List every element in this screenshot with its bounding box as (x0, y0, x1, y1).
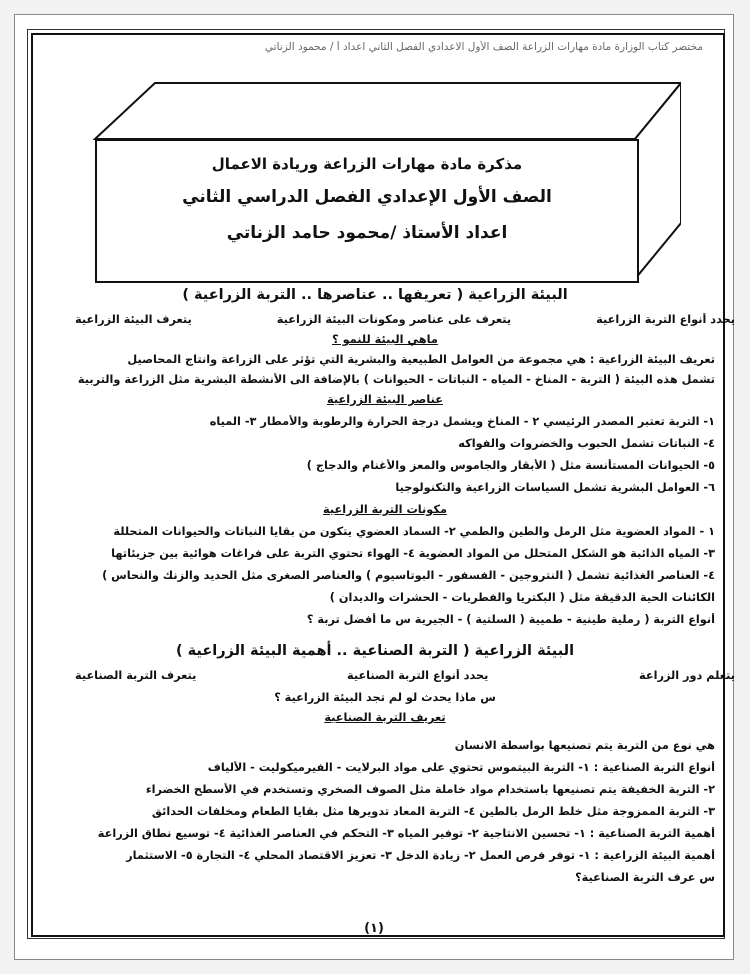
objective: يتعرف التربة الصناعية (75, 669, 197, 682)
elements-line: ٥- الحيوانات المستأنسة مثل ( الأبقار والجاموس والمعز والأغنام والدجاج ) (306, 459, 715, 472)
objective: يحدد أنواع التربة الصناعية (346, 669, 489, 682)
components-heading: مكونات التربة الزراعية (323, 503, 447, 516)
definition-line: تعريف البيئة الزراعية : هي مجموعة من العوامل الطبيعية والبشرية التي تؤثر على الزراعة وانتاج المحاصيل (127, 353, 715, 366)
elements-line: ٦- العوامل البشرية تشمل السياسات الزراعية والتكنولوجيا (395, 481, 715, 494)
section1-question: ماهي البيئة للنمو ؟ (332, 333, 438, 346)
title-box-front (95, 139, 639, 283)
components-line: الكائنات الحية الدقيقة مثل ( البكتريا والفطريات - الحشرات والديدان ) (329, 591, 715, 604)
artificial-soil-line: أنواع التربة الصناعية : ١- التربة البيتموس تحتوي على مواد البرلايت - الفيرميكوليت - الألياف (207, 761, 715, 774)
importance-line: أهمية البيئة الزراعية : ١- توفر فرص العمل ٢- زيادة الدخل ٣- تعزيز الاقتصاد المحلي ٤- التجارة ٥- الاستثمار (126, 849, 715, 862)
section2-final-question: س عرف التربة الصناعية؟ (575, 871, 715, 884)
section2-question: س ماذا يحدث لو لم تجد البيئة الزراعية ؟ (274, 691, 496, 704)
title-line-3: اعداد الأستاذ /محمود حامد الزناتي (226, 223, 508, 243)
title-line-2: الصف الأول الإعدادي الفصل الدراسي الثاني (182, 187, 552, 207)
section1-objectives (55, 313, 750, 326)
section2-title: البيئة الزراعية ( التربة الصناعية .. أهمية البيئة الزراعية ) (175, 643, 575, 659)
document-page (14, 14, 734, 960)
artificial-soil-line: ٣- التربة الممزوجة مثل خلط الرمل بالطين ٤- التربة المعاد تدويرها مثل بقايا الطعام ومخلفات الحدائق (151, 805, 715, 818)
importance-line: أهمية التربة الصناعية : ١- تحسين الانتاجية ٢- توفير المياه ٣- التحكم في العناصر الغذائية ٤- توسيع نطاق الزراعة (97, 827, 715, 840)
artificial-soil-line: ٢- التربة الخفيفة يتم تصنيعها باستخدام مواد خاملة مثل الصوف الصخري وتستخدم في الأسطح الخضراء (145, 783, 715, 796)
elements-heading: عناصر البيئة الزراعية (327, 393, 443, 406)
components-line: ١ - المواد العضوية مثل الرمل والطين والطمي ٢- السماد العضوي يتكون من بقايا النباتات والحيوانات المتحللة (113, 525, 715, 538)
title-box (81, 73, 681, 285)
objective: يحدد أنواع التربة الزراعية (596, 313, 735, 326)
section1-title: البيئة الزراعية ( تعريفها .. عناصرها .. التربة الزراعية ) (182, 287, 568, 303)
definition-line-2: تشمل هذه البيئة ( التربة - المناخ - المياه - النباتات - الحيوانات ) بالإضافة الى الأنشطة البشرية مثل الزراعة والتربية (77, 373, 715, 386)
objective: يتعرف البيئة الزراعية (75, 313, 192, 326)
header-line: مختصر كتاب الوزارة مادة مهارات الزراعة الصف الأول الاعدادي الفصل الثاني اعداد أ / محمود الزناتي (264, 41, 703, 53)
soil-types-line: أنواع التربة ( رملية طينية - طميية ( السلتية ) - الجيرية س ما أفضل تربة ؟ (306, 613, 715, 626)
page-number: (١) (364, 921, 384, 936)
title-line-1: مذكرة مادة مهارات الزراعة وريادة الاعمال (211, 155, 523, 173)
objective: يتعرف على عناصر ومكونات البيئة الزراعية (276, 313, 512, 326)
section2-objectives (55, 669, 750, 682)
artificial-soil-heading: تعريف التربة الصناعية (324, 711, 446, 724)
artificial-soil-line: هي نوع من التربة يتم تصنيعها بواسطة الانسان (454, 739, 715, 752)
components-line: ٣- المياه الذائبة هو الشكل المتحلل من المواد العضوية ٤- الهواء تحتوي التربة على فراغات هوائية بين جزيئاتها (111, 547, 715, 560)
elements-line: ١- التربة تعتبر المصدر الرئيسي ٢ - المناخ ويشمل درجة الحرارة والرطوبة والأمطار ٣- المياه (209, 415, 715, 428)
objective: يتعلم دور الزراعة (639, 669, 735, 682)
components-line: ٤- العناصر الغذائية تشمل ( النتروجين - الفسفور - البوتاسيوم ) والعناصر الصغرى مثل الحديد والزنك والنحاس ) (102, 569, 715, 582)
elements-line: ٤- النباتات تشمل الحبوب والخضروات والفواكه (458, 437, 715, 450)
